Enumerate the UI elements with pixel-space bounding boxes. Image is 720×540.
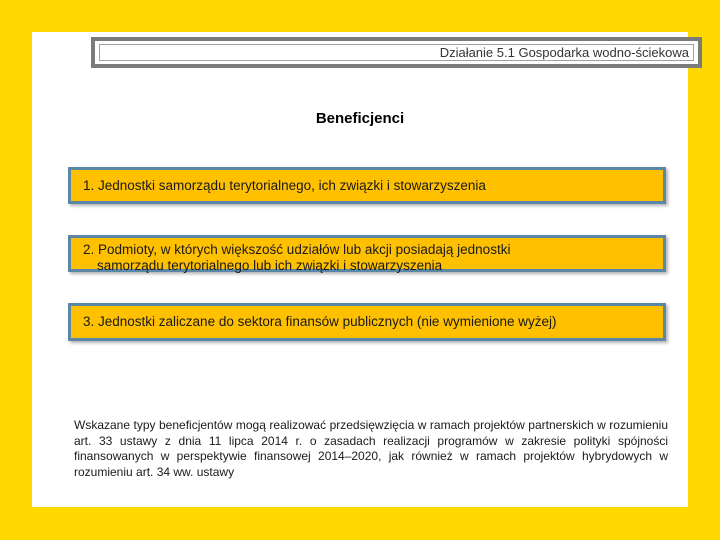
beneficiary-text-2-line-1: 2. Podmioty, w których większość udziałów lub akcji posiadają jednostki — [83, 242, 511, 257]
beneficiary-box-3 — [68, 303, 666, 341]
header-bar — [91, 37, 702, 68]
footnote-text: Wskazane typy beneficjentów mogą realizować przedsięwzięcia w ramach projektów partnerskich w rozumieniu art. 33 ustawy z dnia 11 lipca 2014 r. o zasadach realizacji programów w zakresie polityki spójności finansowanych w perspektywie finansowej 2014–2020, jak również w ramach projektów hybrydowych w rozumieniu art. 34 ww. ustawy — [74, 418, 668, 479]
beneficiary-text-2-line-2: samorządu terytorialnego lub ich związki i stowarzyszenia — [97, 258, 443, 273]
header-title: Działanie 5.1 Gospodarka wodno-ściekowa — [99, 44, 694, 61]
beneficiary-text-3: 3. Jednostki zaliczane do sektora finansów publicznych (nie wymienione wyżej) — [83, 314, 557, 329]
beneficiary-text-1: 1. Jednostki samorządu terytorialnego, ich związki i stowarzyszenia — [83, 177, 486, 193]
beneficiary-box-1 — [68, 167, 666, 204]
beneficiary-box-2 — [68, 235, 666, 272]
page-title: Beneficjenci — [315, 110, 405, 127]
